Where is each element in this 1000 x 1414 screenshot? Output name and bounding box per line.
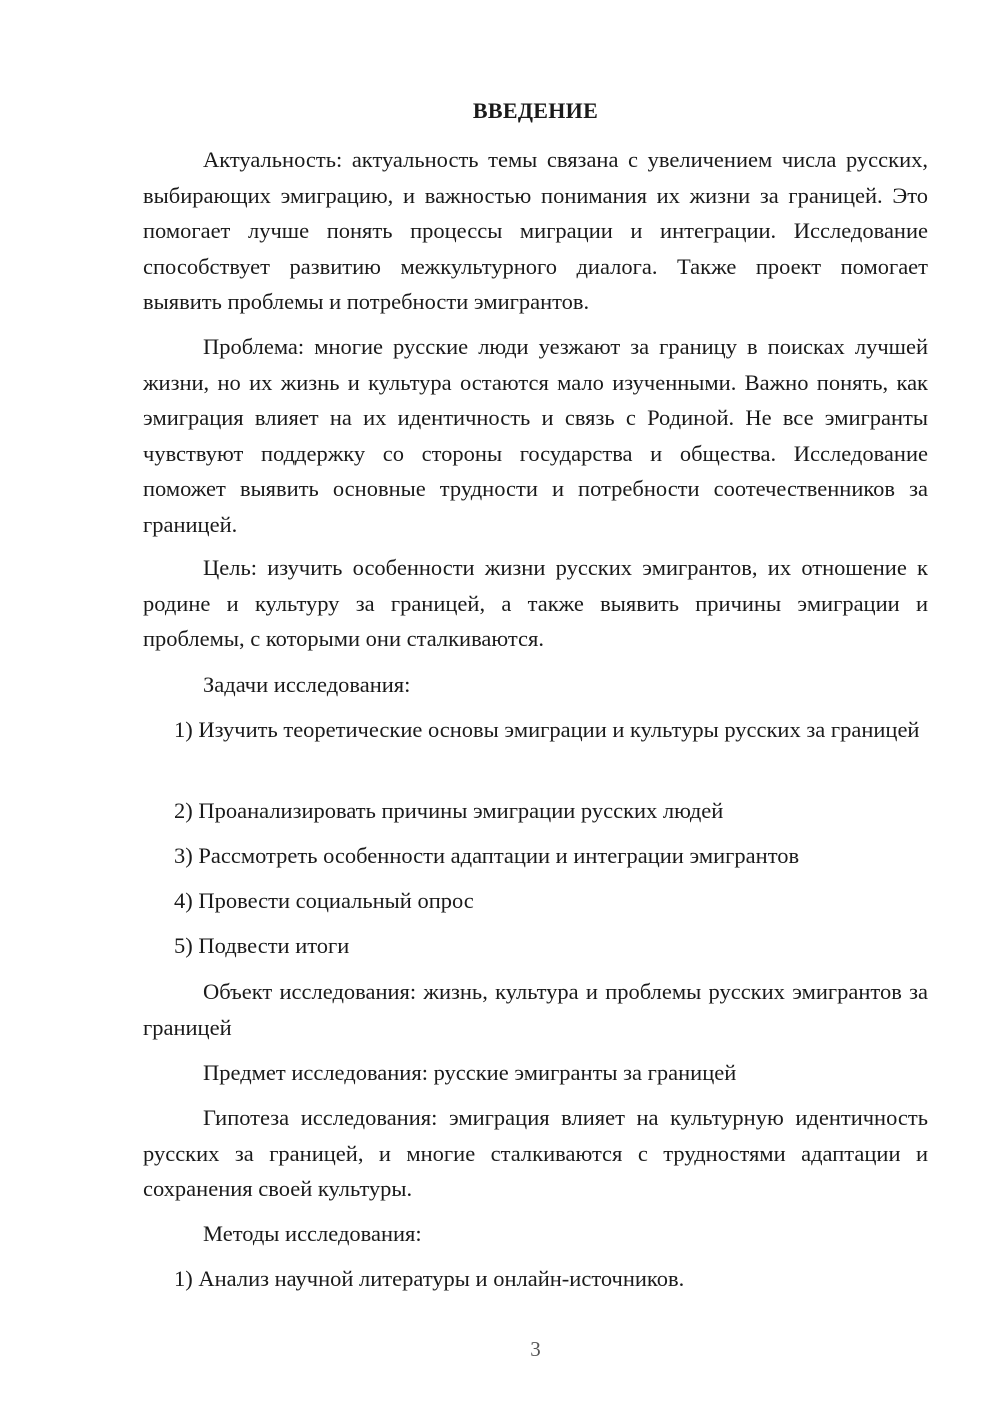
task-item-2: 2) Проанализировать причины эмиграции русских людей bbox=[174, 798, 724, 823]
task-item-4: 4) Провести социальный опрос bbox=[174, 888, 474, 913]
task-item-5: 5) Подвести итоги bbox=[174, 933, 350, 958]
goal-paragraph: Цель: изучить особенности жизни русских эмигрантов, их отношение к родине и культуру за границей, а также выявить причины эмиграции и проблемы, с которыми они сталкиваются. bbox=[143, 555, 928, 651]
subject-paragraph: Предмет исследования: русские эмигранты за границей bbox=[203, 1060, 737, 1085]
tasks-heading: Задачи исследования: bbox=[203, 672, 411, 697]
task-item-3: 3) Рассмотреть особенности адаптации и интеграции эмигрантов bbox=[174, 843, 800, 868]
object-paragraph: Объект исследования: жизнь, культура и проблемы русских эмигрантов за границей bbox=[143, 979, 928, 1040]
hypothesis-paragraph: Гипотеза исследования: эмиграция влияет на культурную идентичность русских за границей, и многие сталкиваются с трудностями адаптации и сохранения своей культуры. bbox=[143, 1105, 928, 1201]
methods-heading: Методы исследования: bbox=[203, 1221, 422, 1246]
document-page bbox=[143, 0, 928, 1414]
relevance-paragraph: Актуальность: актуальность темы связана с увеличением числа русских, выбирающих эмиграцию, и важностью понимания их жизни за границей. Это помогает лучше понять процессы миграции и интеграции. Исследование способствует развитию межкультурного диалога. Также проект помогает выявить проблемы и потребности эмигрантов. bbox=[143, 147, 928, 314]
page-title: ВВЕДЕНИЕ bbox=[472, 98, 599, 123]
problem-paragraph: Проблема: многие русские люди уезжают за границу в поисках лучшей жизни, но их жизнь и культура остаются мало изученными. Важно понять, как эмиграция влияет на их идентичность и связь с Родиной. Не все эмигранты чувствуют поддержку со стороны государства и общества. Исследование поможет выявить основные трудности и потребности соотечественников за границей. bbox=[143, 334, 928, 537]
page-number: 3 bbox=[530, 1337, 541, 1361]
task-item-1: 1) Изучить теоретические основы эмиграции и культуры русских за границей bbox=[174, 717, 920, 742]
method-item-1: 1) Анализ научной литературы и онлайн-источников. bbox=[174, 1266, 685, 1291]
